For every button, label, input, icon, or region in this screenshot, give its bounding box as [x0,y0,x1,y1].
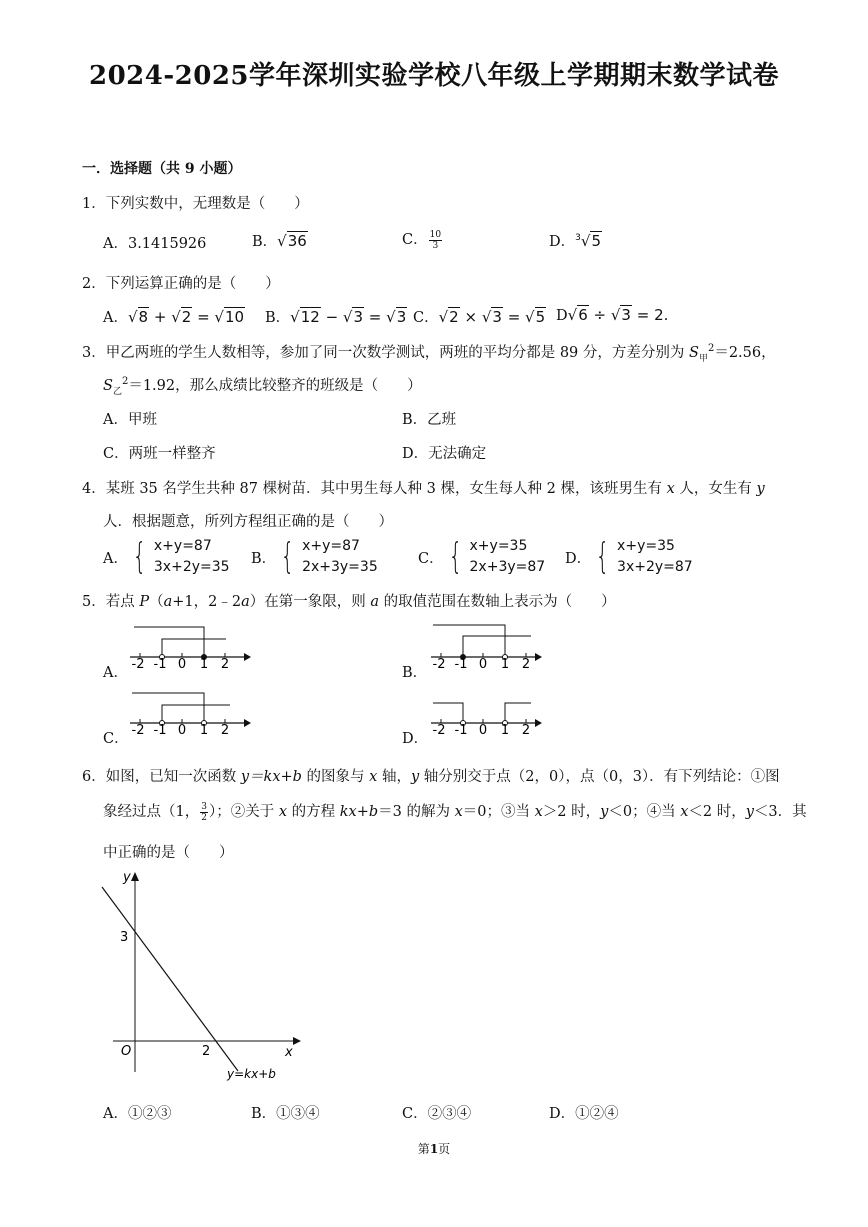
q3-option-b: B．乙班 [402,412,457,428]
q6-option-c: C．②③④ [402,1106,472,1122]
tick-label: 0 [478,723,488,736]
tick-label: -1 [153,657,167,670]
tick-label: 1 [500,723,510,736]
q1-option-b: B．√36 [252,232,307,250]
q2-option-a: A．√8 + √2 = √10 [103,308,245,326]
q2-stem: 2．下列运算正确的是（ ） [82,276,280,292]
q4-line1: 4．某班 35 名学生共种 87 棵树苗．其中男生每人种 3 棵，女生每人种 2 棵，该班男生有 x 人，女生有 y [82,481,765,497]
y-axis-arrow [131,872,139,881]
page-footer: 第1页 [417,1142,451,1156]
q6-function-graph [95,866,310,1084]
q5-option-b: B． [402,665,428,681]
q3-line1: 3．甲乙两班的学生人数相等，参加了同一次数学测试，两班的平均分都是 89 分，方差分别为 $S_甲^2=2.56$， [82,343,776,364]
q2-option-c: C．√2 × √3 = √5 [413,308,546,326]
q5-option-c: C． [103,731,129,747]
tick-label: 2 [220,657,230,670]
q3-option-a: A．甲班 [103,412,157,428]
q6-line3: 中正确的是（ ） [103,845,234,861]
q4-line2: 人．根据题意，所列方程组正确的是（ ） [103,514,393,530]
y-axis-label: y [123,870,131,885]
q6-line1: 6．如图，已知一次函数 y＝kx+b 的图象与 x 轴，y 轴分别交于点（2，0），点（0，3）．有下列结论：①图 [82,769,780,785]
x-axis-label: x [285,1045,293,1060]
q6-option-b: B．①③④ [251,1106,320,1122]
q4-option-c: C． { x+y=35 2x+3y=87 [418,536,546,577]
x-axis-arrow [293,1037,301,1045]
q1-option-c: C． $\frac{10}{3}$ [402,229,442,251]
tick-label: 0 [177,657,187,670]
origin-label: O [121,1044,132,1059]
tick-label: 0 [177,723,187,736]
q4-option-a: A． { x+y=87 3x+2y=35 [103,536,230,577]
q3-line2: $S_乙^2=1.92$，那么成绩比较整齐的班级是（ ） [103,376,422,397]
page-title: 2024-2025学年深圳实验学校八年级上学期期末数学试卷 [88,61,780,91]
q3-option-d: D．无法确定 [402,446,487,462]
tick-label: -2 [432,723,446,736]
q5-numberline-d [425,686,555,736]
tick-label: -1 [454,657,468,670]
q5-numberline-c [124,686,254,736]
tick-label: -2 [432,657,446,670]
tick-label: 2 [521,723,531,736]
q1-option-d: D．$^3$√5 [549,232,601,250]
q5-option-a: A． [103,665,128,681]
y-intercept-label: 3 [120,930,129,945]
tick-label: -2 [131,657,145,670]
tick-label: -1 [454,723,468,736]
q5-option-d: D． [402,731,429,747]
function-label: y=kx+b [227,1067,276,1081]
q1-stem: 1．下列实数中，无理数是（ ） [82,196,309,212]
x-intercept-label: 2 [202,1044,211,1059]
q4-option-b: B． { x+y=87 2x+3y=35 [251,536,378,577]
section-heading: 一．选择题（共 9 小题） [82,161,242,177]
tick-label: -1 [153,723,167,736]
q4-option-d: D． { x+y=35 3x+2y=87 [565,536,693,577]
q1-option-a: A．3.1415926 [103,236,207,252]
q6-line2: 象经过点（1， $\frac{3}{2}$ ）；②关于 x 的方程 kx+b＝3 的解为 x＝0；③当 x＞2 时，y＜0；④当 x＜2 时，y＜3．其 [103,801,807,823]
q2-option-b: B．√12 − √3 = √3 [265,308,407,326]
q5-stem: 5．若点 P（a+1，2﹣2a）在第一象限，则 a 的取值范围在数轴上表示为（ ） [82,594,616,610]
tick-label: 2 [220,723,230,736]
q6-option-d: D．①②④ [549,1106,619,1122]
q5-numberline-b [425,620,555,670]
tick-label: 1 [199,723,209,736]
tick-label: 1 [199,657,209,670]
q5-numberline-a [124,620,254,670]
q6-option-a: A．①②③ [103,1106,172,1122]
tick-label: 0 [478,657,488,670]
q3-option-c: C．两班一样整齐 [103,446,216,462]
tick-label: -2 [131,723,145,736]
q2-option-d: D√6 ÷ √3 = 2. [556,306,669,324]
tick-label: 1 [500,657,510,670]
tick-label: 2 [521,657,531,670]
